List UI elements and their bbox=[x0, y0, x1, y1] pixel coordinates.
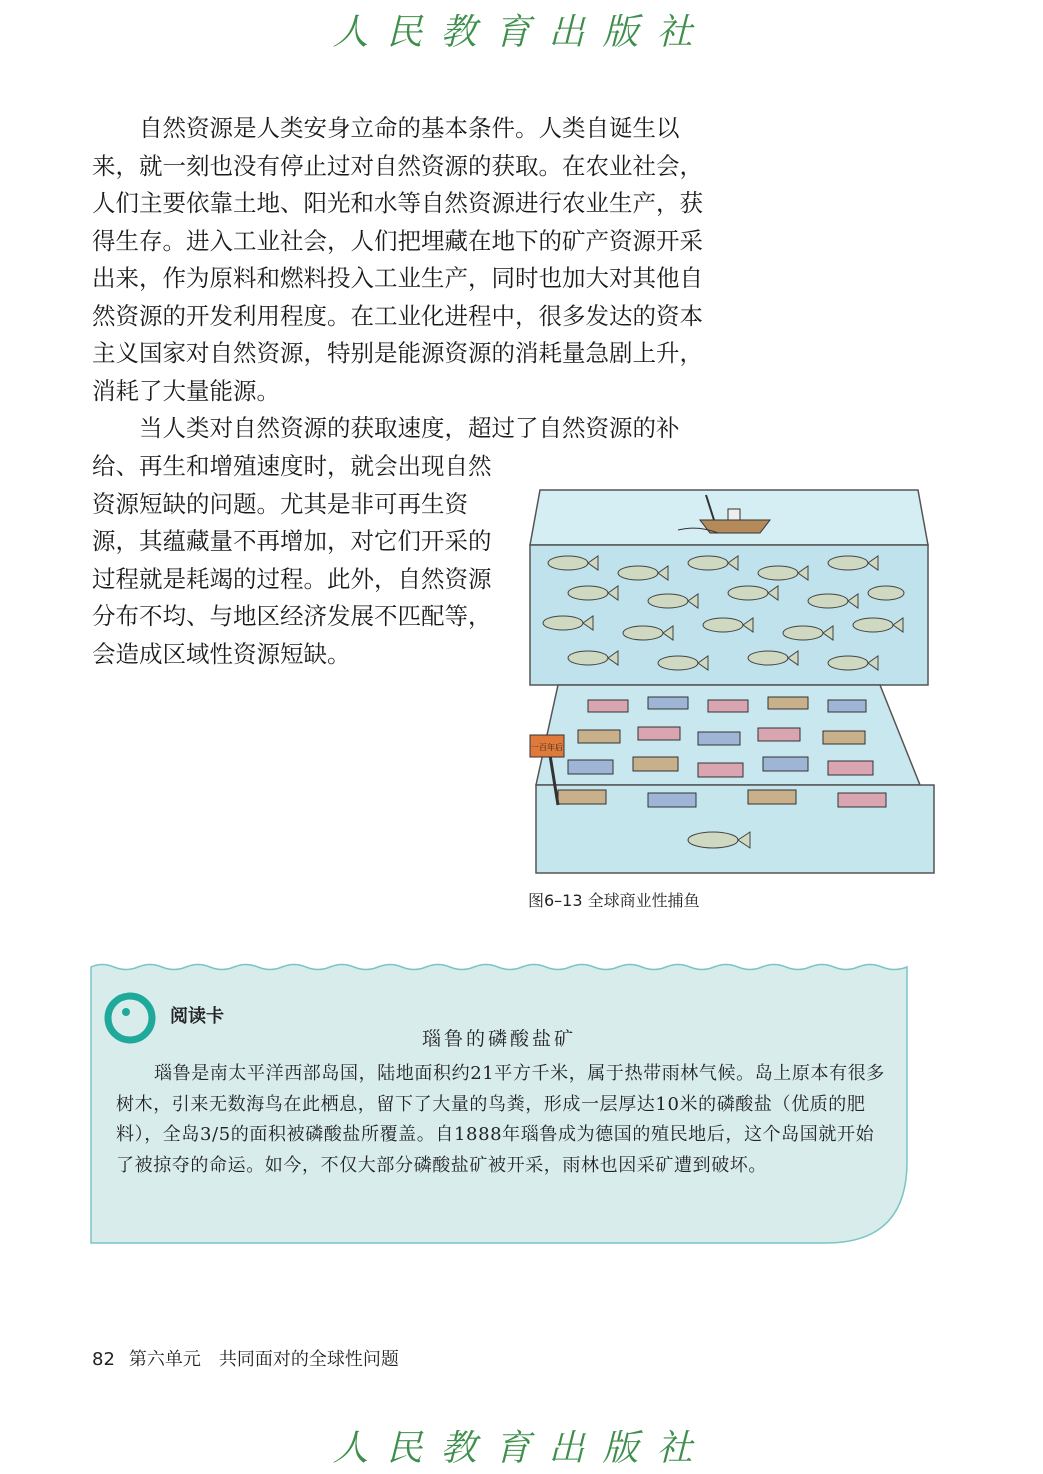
paragraph-shortage-first-line bbox=[92, 410, 704, 448]
paragraph-text: 自然资源是人类安身立命的基本条件。人类自诞生以来，就一刻也没有停止过对自然资源的获取。在农业社会，人们主要依靠土地、阳光和水等自然资源进行农业生产，获得生存。进入工业社会，人们把埋藏在地下的矿产资源开采出来，作为原料和燃料投入工业生产，同时也加大对其他自然资源的开发利用程度。在工业化进程中，很多发达的资本主义国家对自然资源，特别是能源资源的消耗量急剧上升，消耗了大量能源。 bbox=[92, 114, 703, 405]
fishing-illustration bbox=[528, 485, 940, 877]
sign-text: 一百年后 bbox=[531, 743, 563, 752]
publisher-logo-bottom: 人民教育出版社 bbox=[332, 1428, 711, 1469]
reading-card bbox=[90, 962, 908, 1244]
reading-card-title: 瑙鲁的磷酸盐矿 bbox=[421, 1028, 576, 1050]
reading-card-text: 瑙鲁是南太平洋西部岛国，陆地面积约21平方千米，属于热带雨林气候。岛上原本有很多树木，引来无数海鸟在此栖息，留下了大量的鸟粪，形成一层厚达10米的磷酸盐（优质的肥料），全岛3/5的面积被磷酸盐所覆盖。自1888年瑙鲁成为德国的殖民地后，这个岛国就开始了被掠夺的命运。如今，不仅大部分磷酸盐矿被开采，雨林也因采矿遭到破坏。 bbox=[116, 1063, 885, 1176]
page-number: 82 bbox=[92, 1349, 115, 1370]
unit-title: 第六单元 共同面对的全球性问题 bbox=[128, 1349, 399, 1370]
reading-card-label: 阅读卡 bbox=[170, 1006, 224, 1027]
paragraph-text: 当人类对自然资源的获取速度，超过了自然资源的补 bbox=[139, 414, 680, 442]
figure-caption: 图6–13 全球商业性捕鱼 bbox=[528, 891, 700, 910]
page-footer bbox=[92, 1345, 399, 1371]
reading-card-body bbox=[116, 1059, 886, 1181]
paragraph-natural-resources bbox=[92, 110, 704, 410]
paragraph-shortage-continued: 给、再生和增殖速度时，就会出现自然资源短缺的问题。尤其是非可再生资源，其蕴藏量不再增加，对它们开采的过程就是耗竭的过程。此外，自然资源分布不均、与地区经济发展不匹配等，会造成区域性资源短缺。 bbox=[92, 452, 492, 668]
publisher-logo-top: 人民教育出版社 bbox=[332, 12, 711, 53]
